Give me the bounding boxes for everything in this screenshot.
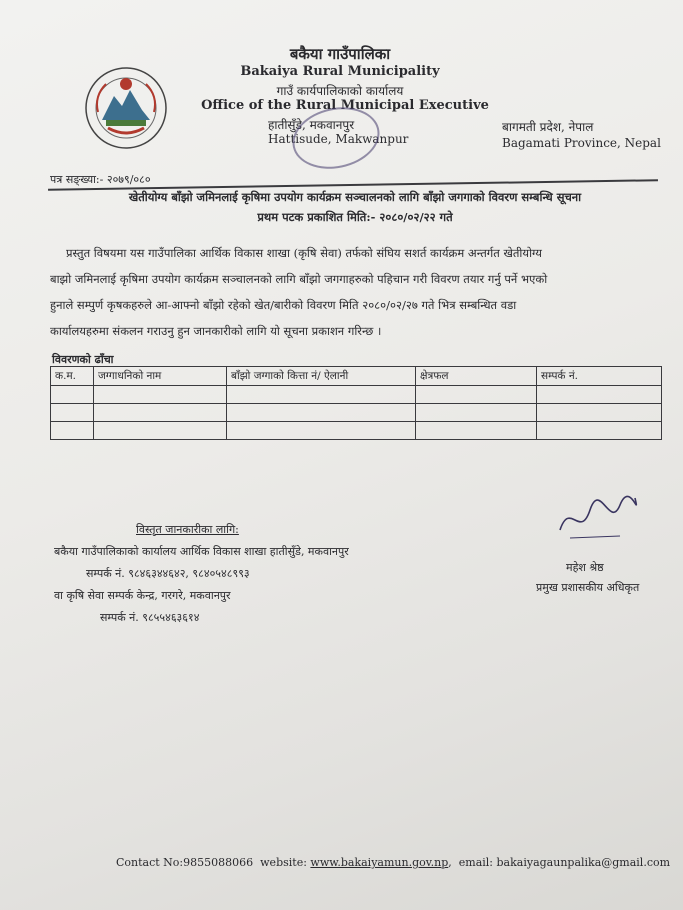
- province-np: बागमती प्रदेश, नेपाल: [502, 120, 594, 134]
- nepal-emblem-icon: [84, 66, 168, 150]
- table-cell: [94, 404, 227, 422]
- contact-phone-line: सम्पर्क नं. ९८४६३४४६४२, ९८४०५४८९९३: [86, 567, 250, 580]
- table-cell: [537, 386, 662, 404]
- table-cell: [94, 386, 227, 404]
- location-np: हातीसुँडे, मकवानपुर: [268, 118, 355, 132]
- contact-center-phone: सम्पर्क नं. ९८५५४६३६१४: [100, 611, 200, 624]
- column-header: जग्गाधनिको नाम: [94, 367, 227, 386]
- reference-number: पत्र सङ्ख्या:- २०७९/०८०: [50, 173, 151, 186]
- footer-website-label: website:: [260, 856, 307, 869]
- body-line: बाझो जमिनलाई कृषिमा उपयोग कार्यक्रम सञ्चालनको लागि बाँझो जगगाहरुको पहिचान गरी विवरण तयार गर्नु पर्ने भएको: [50, 272, 548, 286]
- column-header: क्षेत्रफल: [416, 367, 537, 386]
- signatory-title: प्रमुख प्रशासकीय अधिकृत: [536, 581, 640, 594]
- table-cell: [227, 422, 416, 440]
- office-name-en: Office of the Rural Municipal Executive: [201, 98, 489, 113]
- table-cell: [51, 404, 94, 422]
- table-cell: [416, 422, 537, 440]
- table-cell: [94, 422, 227, 440]
- publication-date: प्रथम पटक प्रकाशित मिति:- २०८०/०२/२२ गते: [257, 210, 453, 224]
- signature-icon: [550, 490, 650, 550]
- table-row: [51, 404, 662, 422]
- contact-office-line: बकैया गाउँपालिकाको कार्यालय आर्थिक विकास शाखा हातीसुँडे, मकवानपुर: [54, 545, 349, 558]
- footer: Contact No:9855088066 website: www.bakaiyamun.gov.np, email: bakaiyagaunpalika@gmail.com: [116, 856, 671, 869]
- table-cell: [416, 404, 537, 422]
- footer-contact-number: 9855088066: [183, 856, 254, 869]
- location-en: Hattisude, Makwanpur: [268, 132, 409, 146]
- table-cell: [537, 422, 662, 440]
- table-row: [51, 422, 662, 440]
- column-header: क.म.: [51, 367, 94, 386]
- table-header-row: [51, 367, 662, 386]
- notice-body: [50, 240, 662, 344]
- province-en: Bagamati Province, Nepal: [502, 136, 661, 150]
- table-cell: [227, 404, 416, 422]
- table-cell: [51, 422, 94, 440]
- body-line: कार्यालयहरुमा संकलन गराउनु हुन जानकारीको लागि यो सूचना प्रकाशन गरिन्छ ।: [50, 324, 382, 338]
- details-format-table: [50, 366, 662, 440]
- column-header: सम्पर्क नं.: [537, 367, 662, 386]
- signatory-name: महेश श्रेष्ठ: [566, 561, 604, 574]
- municipality-name-np: बकैया गाउँपालिका: [289, 45, 391, 63]
- contact-heading: विस्तृत जानकारीका लागि:: [136, 523, 239, 536]
- table-cell: [416, 386, 537, 404]
- table-cell: [227, 386, 416, 404]
- table-row: [51, 386, 662, 404]
- footer-website-link[interactable]: www.bakaiyamun.gov.np: [310, 856, 449, 869]
- table-cell: [51, 386, 94, 404]
- contact-center-line: वा कृषि सेवा सम्पर्क केन्द्र, गरगरे, मकवानपुर: [54, 589, 231, 602]
- municipality-name-en: Bakaiya Rural Municipality: [240, 64, 440, 79]
- footer-contact-label: Contact No:: [116, 856, 184, 869]
- body-line: हुनाले सम्पुर्ण कृषकहरुले आ-आफ्नो बाँझो रहेको खेत/बारीको विवरण मिति २०८०/०२/२७ गते भित्र सम्बन्धित वडा: [50, 298, 517, 312]
- column-header: बाँझो जग्गाको कित्ता नं/ ऐलानी: [227, 367, 416, 386]
- table-cell: [537, 404, 662, 422]
- notice-title: खेतीयोग्य बाँझो जमिनलाई कृषिमा उपयोग कार्यक्रम सञ्चालनको लागि बाँझो जगगाको विवरण सम्बन्धि सूचना: [128, 190, 582, 204]
- footer-email[interactable]: bakaiyagaunpalika@gmail.com: [496, 856, 671, 869]
- form-label: विवरणको ढाँचा: [52, 353, 114, 366]
- body-line: प्रस्तुत विषयमा यस गाउँपालिका आर्थिक विकास शाखा (कृषि सेवा) तर्फको संघिय सशर्त कार्यक्रम अन्तर्गत खेतीयोग्य: [66, 246, 542, 260]
- office-name-np: गाउँ कार्यपालिकाको कार्यालय: [276, 84, 404, 98]
- footer-email-label: email:: [458, 856, 494, 869]
